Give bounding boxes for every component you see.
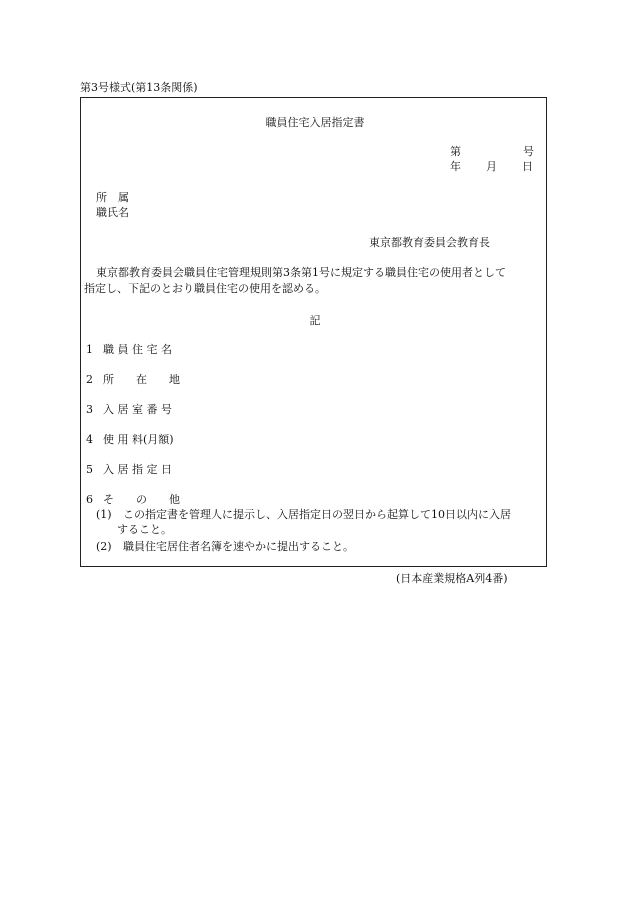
item-number: 5 — [86, 463, 93, 476]
note-1-continuation: すること。 — [117, 523, 172, 536]
note-text: 職員住宅居住者名簿を速やかに提出すること。 — [123, 540, 354, 553]
ki-heading: 記 — [309, 314, 321, 327]
item-other — [86, 493, 180, 507]
note-text: この指定書を管理人に提示し、入居指定日の翌日から起算して10日以内に入居 — [123, 508, 511, 521]
item-move-in-date — [86, 463, 172, 477]
form-label: 第3号様式(第13条関係) — [80, 81, 198, 94]
paper-size-note: (日本産業規格A列4番) — [396, 572, 508, 585]
item-label: 所 在 地 — [103, 373, 180, 386]
note-1 — [96, 508, 511, 522]
note-2 — [96, 540, 354, 554]
recipient-affiliation: 所 属 — [96, 191, 129, 204]
date-year: 年 — [450, 160, 461, 173]
item-location — [86, 373, 180, 387]
issuer: 東京都教育委員会教育長 — [369, 236, 490, 249]
date-month: 月 — [486, 160, 497, 173]
date-day: 日 — [522, 160, 533, 173]
date-line — [450, 160, 533, 174]
item-number: 6 — [86, 493, 93, 506]
item-number: 2 — [86, 373, 93, 386]
note-number: (1) — [96, 508, 112, 521]
item-housing-name — [86, 343, 172, 357]
body-text-line-1: 東京都教育委員会職員住宅管理規則第3条第1号に規定する職員住宅の使用者として — [96, 266, 506, 279]
item-label: そ の 他 — [103, 493, 180, 506]
item-room-number — [86, 403, 172, 417]
number-prefix: 第 — [450, 145, 461, 158]
document-title: 職員住宅入居指定書 — [265, 116, 365, 129]
document-number-line — [450, 145, 534, 159]
item-label: 入 居 室 番 号 — [103, 403, 172, 416]
item-label: 入 居 指 定 日 — [103, 463, 172, 476]
item-label: 職 員 住 宅 名 — [103, 343, 172, 356]
item-number: 1 — [86, 343, 93, 356]
item-number: 4 — [86, 433, 93, 446]
number-suffix: 号 — [523, 145, 534, 158]
note-number: (2) — [96, 540, 112, 553]
item-number: 3 — [86, 403, 93, 416]
recipient-name: 職氏名 — [96, 206, 129, 219]
item-label: 使 用 料(月額) — [103, 433, 174, 446]
item-usage-fee — [86, 433, 174, 447]
body-text-line-2: 指定し、下記のとおり職員住宅の使用を認める。 — [84, 282, 326, 295]
